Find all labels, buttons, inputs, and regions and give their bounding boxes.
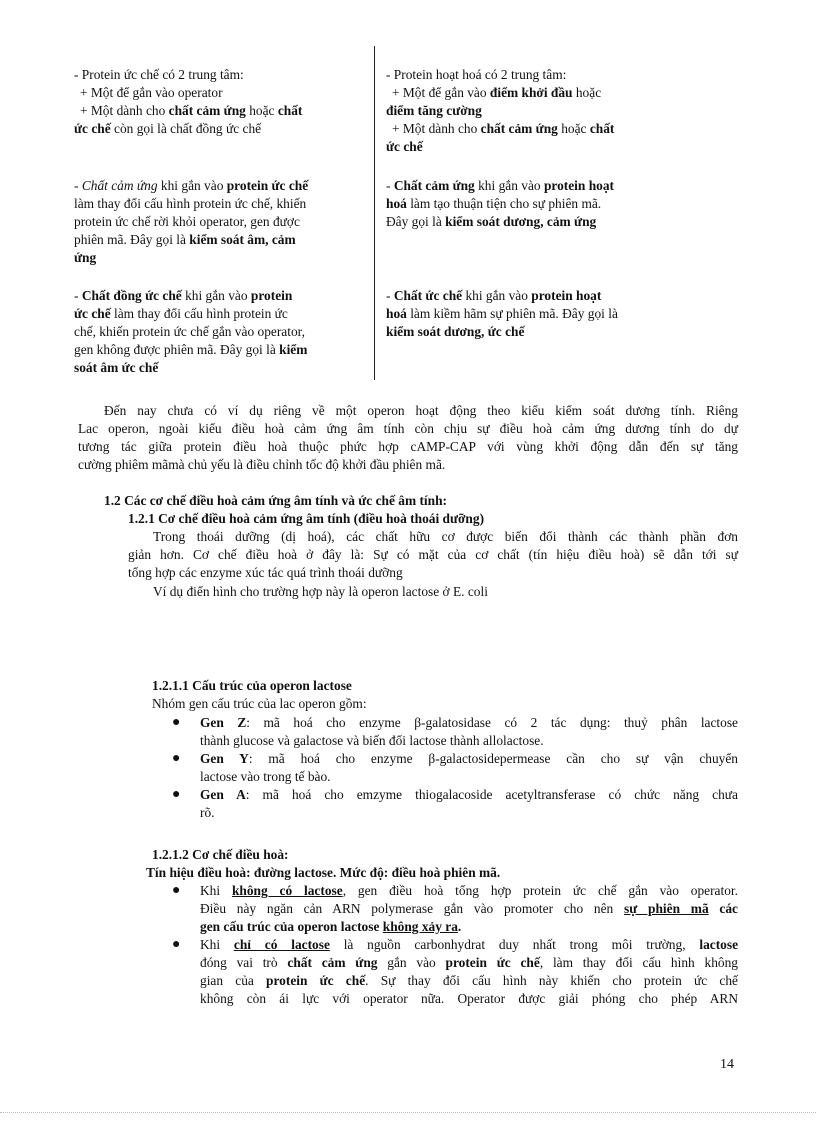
- paragraph-line: lactose vào trong tế bào.: [200, 769, 331, 784]
- regulation-signal-line: Tín hiệu điều hoà: đường lactose. Mức độ: điều hoà phiên mã.: [146, 865, 501, 880]
- list-item: [172, 936, 738, 1008]
- paragraph-line: Lac operon, ngoài kiểu điều hoà cảm ứng âm tính còn chịu sự điều hoà cảm ứng dương tính do dự: [78, 421, 738, 436]
- cell-line: - Chất đồng ức chế khi gắn vào protein: [74, 288, 293, 303]
- table-cell-right: [377, 287, 672, 383]
- page-bottom-border: [0, 1112, 816, 1114]
- cell-line: gen không được phiên mã. Đây gọi là kiểm: [74, 342, 308, 357]
- list-item: [172, 882, 738, 936]
- paragraph-line: tổng hợp các enzyme xúc tác quá trình thoái dưỡng: [128, 565, 403, 580]
- structure-lead-text: Nhóm gen cấu trúc của lac operon gồm:: [152, 696, 367, 711]
- paragraph-line: Gen Y: mã hoá cho enzyme β-galactosidepermease cần cho sự vận chuyển: [200, 751, 739, 766]
- cell-line: ứng: [74, 250, 97, 265]
- table-cell-left: [74, 66, 377, 177]
- section-heading-1-2-1-2: 1.2.1.2 Cơ chế điều hoà:: [152, 847, 289, 862]
- cell-line: ức chế còn gọi là chất đồng ức chế: [74, 121, 262, 136]
- paragraph-line: tương tác giữa protein điều hoà thuộc phức hợp cAMP-CAP với vùng khởi động dẫn đến sự tăng: [78, 439, 738, 454]
- table-cell-left: [74, 287, 377, 383]
- bullet-icon: ●: [172, 715, 181, 730]
- list-item: [172, 714, 738, 750]
- table-cell-left: [74, 177, 377, 287]
- paragraph-line: thành glucose và galactose và biến đổi lactose thành allolactose.: [200, 733, 544, 748]
- table-row: [74, 66, 674, 177]
- bullet-icon: ●: [172, 787, 181, 802]
- paragraph-line: Đến nay chưa có ví dụ riêng về một operon hoạt động theo kiểu kiểm soát dương tính. Riêng: [104, 403, 738, 418]
- table-row: [74, 287, 674, 383]
- example-line: Ví dụ điển hình cho trường hợp này là operon lactose ở E. coli: [153, 584, 488, 599]
- intro-paragraph: [78, 402, 738, 474]
- cell-line: làm thay đổi cấu hình protein ức chế, khiến: [74, 196, 307, 211]
- gene-label: Gen A: [200, 787, 246, 802]
- regulation-list: [172, 882, 738, 1008]
- cell-line: ức chế làm thay đổi cấu hình protein ức: [74, 306, 288, 321]
- structure-gene-list: [172, 714, 738, 822]
- cell-line: Đây gọi là kiểm soát dương, cảm ứng: [386, 214, 597, 229]
- bullet-icon: ●: [172, 937, 181, 952]
- cell-line: + Một để gắn vào operator: [80, 85, 223, 100]
- list-item: [172, 750, 738, 786]
- cell-line: - Chất cảm ứng khi gắn vào protein hoạt: [386, 178, 614, 193]
- cell-line: protein ức chế rời khỏi operator, gen được: [74, 214, 300, 229]
- paragraph-line: cường phiêm mãmà chủ yếu là điều chỉnh tốc độ khởi đầu phiên mã.: [78, 457, 446, 472]
- cell-line: soát âm ức chế: [74, 360, 159, 375]
- paragraph-line: Gen A: mã hoá cho emzyme thiogalacoside acetyltransferase có chức năng chưa: [200, 787, 738, 802]
- cell-line: phiên mã. Đây gọi là kiểm soát âm, cảm: [74, 232, 296, 247]
- cell-line: + Một dành cho chất cảm ứng hoặc chất: [80, 103, 303, 118]
- comparison-table: [74, 66, 674, 383]
- cell-line: hoá làm tạo thuận tiện cho sự phiên mã.: [386, 196, 602, 211]
- page-number: 14: [720, 1057, 734, 1072]
- table-cell-right: [377, 177, 672, 287]
- paragraph-line: không còn ái lực với operator nữa. Operator được giải phóng cho phép ARN: [200, 991, 738, 1006]
- paragraph-line: Khi chỉ có lactose là nguồn carbonhydrat duy nhất trong môi trường, lactose: [200, 937, 739, 952]
- paragraph-line: rõ.: [200, 805, 215, 820]
- paragraph-line: đóng vai trò chất cảm ứng gắn vào protein ức chế, làm thay đổi cấu hình không: [200, 955, 738, 970]
- cell-line: ức chế: [386, 139, 423, 154]
- bullet-icon: ●: [172, 751, 181, 766]
- section-heading-1-2-1: 1.2.1 Cơ chế điều hoà cảm ứng âm tính (điều hoà thoái dưỡng): [128, 511, 485, 526]
- table-cell-right: [377, 66, 672, 177]
- cell-line: - Chất ức chế khi gắn vào protein hoạt: [386, 288, 602, 303]
- section-heading-1-2: 1.2 Các cơ chế điều hoà cảm ứng âm tính và ức chế âm tính:: [104, 493, 447, 508]
- cell-line: + Một để gắn vào điểm khởi đầu hoặc: [392, 85, 602, 100]
- paragraph-line: Trong thoái dưỡng (dị hoá), các chất hữu cơ được biến đổi thành các thành phần đơn: [153, 529, 738, 544]
- cell-line: - Chất cảm ứng khi gắn vào protein ức chế: [74, 178, 309, 193]
- paragraph-line: Khi không có lactose, gen điều hoà tổng hợp protein ức chế gắn vào operator.: [200, 883, 738, 898]
- cell-line: - Protein hoạt hoá có 2 trung tâm:: [386, 67, 567, 82]
- paragraph-line: gian của protein ức chế. Sự thay đổi cấu hình này khiến cho protein ức chế: [200, 973, 738, 988]
- paragraph-line: Gen Z: mã hoá cho enzyme β-galatosidase có 2 tác dụng: thuỷ phân lactose: [200, 715, 738, 730]
- paragraph-line: Điều này ngăn cản ARN polymerase gắn vào promoter cho nên sự phiên mã các: [200, 901, 738, 916]
- cell-line: chế, khiến protein ức chế gắn vào operator,: [74, 324, 305, 339]
- paragraph-line: giản hơn. Cơ chế điều hoà ở đây là: Sự có mặt của cơ chất (tín hiệu điều hoà) sẽ dẫn tới sự: [128, 547, 738, 562]
- gene-label: Gen Y: [200, 751, 249, 766]
- cell-line: kiểm soát dương, ức chế: [386, 324, 525, 339]
- bullet-icon: ●: [172, 883, 181, 898]
- table-row: [74, 177, 674, 287]
- cell-line: + Một dành cho chất cảm ứng hoặc chất: [392, 121, 615, 136]
- cell-line: hoá làm kiềm hãm sự phiên mã. Đây gọi là: [386, 306, 618, 321]
- cell-line: - Protein ức chế có 2 trung tâm:: [74, 67, 244, 82]
- list-item: [172, 786, 738, 822]
- section-1-2-1-body: [128, 528, 738, 582]
- cell-line: điểm tăng cường: [386, 103, 482, 118]
- section-heading-1-2-1-1: 1.2.1.1 Cấu trúc của operon lactose: [152, 678, 352, 693]
- gene-label: Gen Z: [200, 715, 247, 730]
- paragraph-line: gen cấu trúc của operon lactose không xảy ra.: [200, 919, 462, 934]
